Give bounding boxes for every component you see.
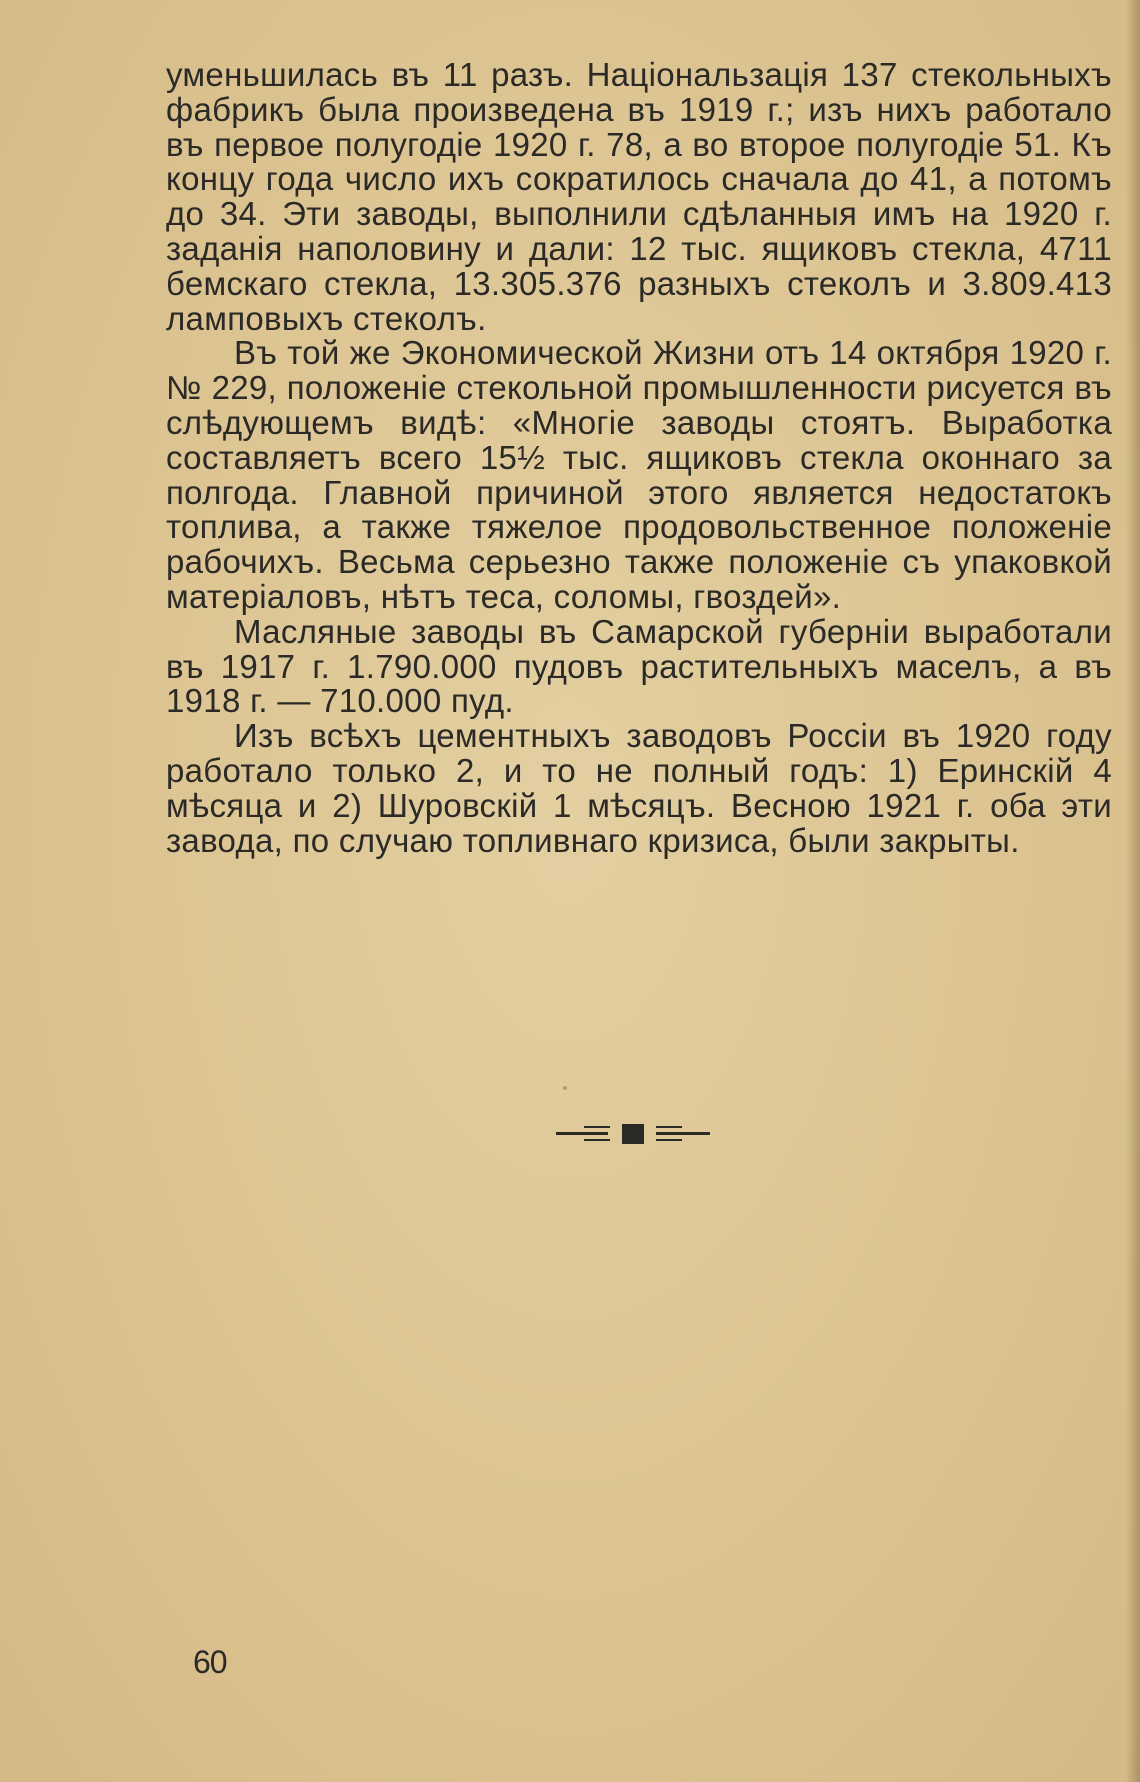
body-text [166,58,1112,858]
page-number: 60 [193,1644,227,1680]
paragraph-4: Изъ всѣхъ цементныхъ заводовъ Россіи въ 1920 году работало только 2, и то не полный годъ: 1) Еринскій 4 мѣсяца и 2) Шуровскій 1 мѣсяцъ. Весною 1921 г. оба эти завода, по случаю топливнаго кризиса, были закрыты. [166,717,1112,859]
paragraph-2: Въ той же Экономической Жизни отъ 14 октября 1920 г. № 229, положеніе стекольной промышленности рисуется въ слѣдующемъ видѣ: «Многіе заводы стоятъ. Выработка составляетъ всего 15½ тыс. ящиковъ стекла оконнаго за полгода. Главной причиной этого является недостатокъ топлива, а также тяжелое продовольственное положеніе рабочихъ. Весьма серьезно также положеніе съ упаковкой матеріаловъ, нѣтъ теса, соломы, гвоздей». [166,334,1112,615]
paragraph-1: уменьшилась въ 11 разъ. Національзація 137 стекольныхъ фабрикъ была произведена въ 1919 г.; изъ нихъ работало въ первое полугодіе 1920 г. 78, а во второе полугодіе 51. Къ концу года число ихъ сократилось сначала до 41, а потомъ до 34. Эти заводы, выполнили сдѣланныя имъ на 1920 г. заданія наполовину и дали: 12 тыс. ящиковъ стекла, 4711 бемскаго стекла, 13.305.376 разныхъ стеколъ и 3.809.413 ламповыхъ стеколъ. [166,56,1112,337]
page-edge-shadow [1126,0,1140,1782]
print-speck [563,1086,567,1090]
section-end-ornament-icon [556,1123,716,1145]
paragraph-3: Масляные заводы въ Самарской губерніи выработали въ 1917 г. 1.790.000 пудовъ растительныхъ маселъ, а въ 1918 г. — 710.000 пуд. [166,612,1112,720]
